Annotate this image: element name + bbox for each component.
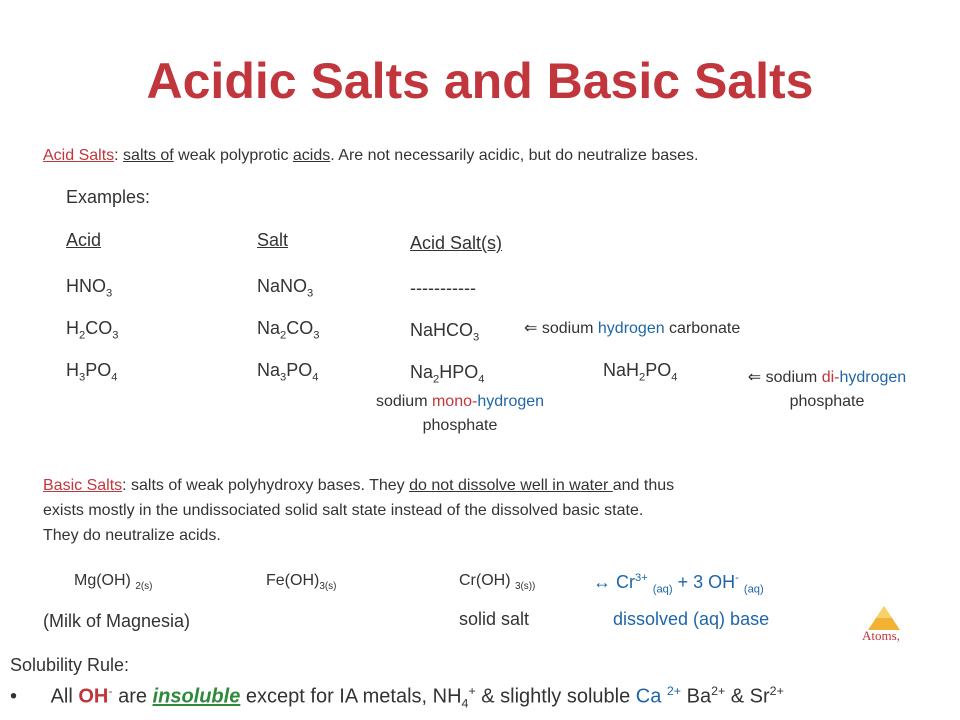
nahco3: NaHCO$_3$ bbox=[410, 320, 480, 344]
left-arrow-icon: ⇐ bbox=[747, 369, 762, 386]
cr-oh: Cr(OH) $_{3(s))}$ bbox=[459, 572, 536, 593]
milk-of-magnesia: (Milk of Magnesia) bbox=[43, 611, 191, 631]
na2hpo4-note: sodium mono-hydrogen phosphate bbox=[375, 393, 545, 434]
acid-h2co3: $H_2CO_3$ bbox=[66, 318, 119, 342]
nah2po4: $NaH_2PO_4$ bbox=[603, 360, 678, 384]
dissolved-base: dissolved (aq) base bbox=[613, 609, 770, 629]
acid-salts-header: Acid Salt(s) bbox=[410, 233, 503, 253]
atoms-logo bbox=[842, 604, 926, 650]
nah2po4-note: ⇐ sodium di-hydrogen phosphate bbox=[747, 369, 907, 410]
solubility-heading: Solubility Rule: bbox=[10, 655, 130, 675]
cr-dissociation: ↔ $Cr^{3+}$ $_{(aq)}$ + 3 OH- $_{(aq)}$ bbox=[593, 572, 764, 596]
logo-text: Atoms, bbox=[862, 628, 900, 643]
left-arrow-icon: ⇐ bbox=[524, 320, 538, 337]
mg-oh: Mg(OH) $_{2(s)}$ bbox=[74, 572, 153, 593]
solubility-rule: • All OH- are insoluble except for IA metals, $NH_4^+$ & slightly soluble Ca $^{2+}$ $Ba^{2+}$ & $Sr^{2+}$ bbox=[10, 684, 784, 711]
acid-h3po4: $H_3PO_4$ bbox=[66, 360, 118, 384]
na2hpo4: $Na_2HPO_4$ bbox=[410, 362, 485, 386]
acid-salts-definition: Acid Salts: salts of weak polyprotic acids. Are not necessarily acidic, but do neutralize bases. bbox=[43, 147, 699, 164]
nahco3-note: ⇐ sodium hydrogen carbonate bbox=[524, 320, 741, 337]
basic-salts-definition: Basic Salts: salts of weak polyhydroxy bases. They do not dissolve well in water and thus exists mostly in the undissociated solid salt state instead of the dissolved basic state. They do neutralize acids. bbox=[43, 477, 675, 544]
acid-header: Acid bbox=[66, 230, 102, 250]
acid-hno3: $HNO_3$ bbox=[66, 276, 113, 300]
acid-salts-label: Acid Salts bbox=[43, 147, 115, 164]
solid-salt: solid salt bbox=[459, 609, 530, 629]
fe-oh: $Fe(OH)_{3(s)}$ bbox=[266, 572, 337, 593]
slide-title: Acidic Salts and Basic Salts bbox=[146, 53, 814, 109]
basic-salts-label: Basic Salts bbox=[43, 477, 123, 494]
salt-header: Salt bbox=[257, 230, 289, 250]
dashes: ----------- bbox=[410, 278, 476, 298]
salt-nano3: NaNO$_3$ bbox=[257, 276, 314, 300]
salt-na3po4: $Na_3PO_4$ bbox=[257, 360, 319, 384]
examples-label: Examples: bbox=[66, 187, 151, 207]
double-arrow-icon: ↔ bbox=[593, 572, 611, 592]
salt-na2co3: $Na_2CO_3$ bbox=[257, 318, 320, 342]
bullet: • bbox=[10, 685, 18, 708]
